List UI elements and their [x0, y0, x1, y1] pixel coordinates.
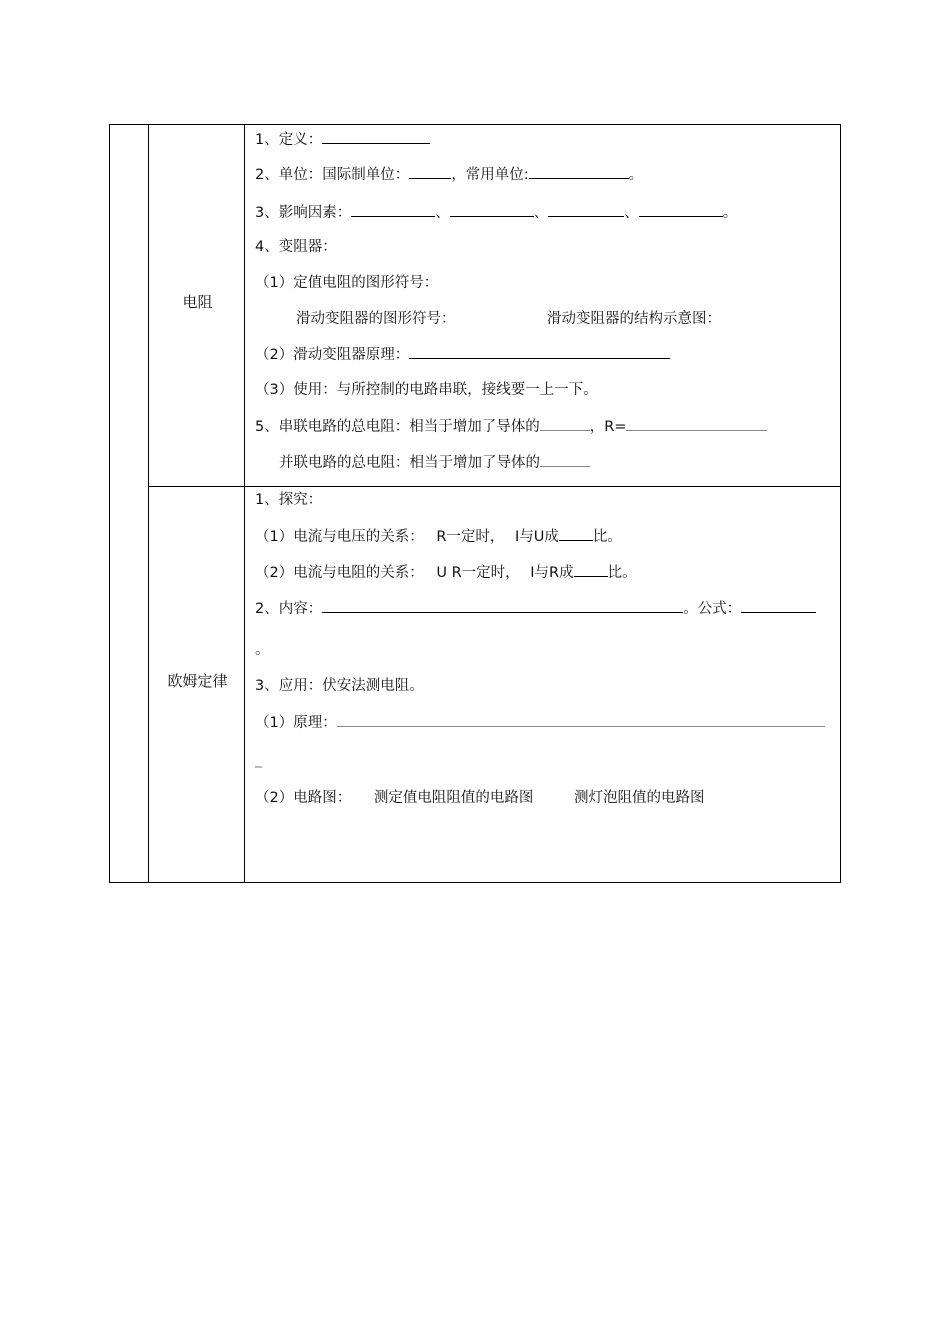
answer-blank	[639, 202, 723, 217]
answer-blank	[409, 344, 670, 359]
ohm-line-underscore: _	[255, 752, 263, 768]
ohm-line-current-resistance	[255, 562, 637, 583]
resistance-line-series	[255, 416, 767, 437]
text: 比。	[592, 529, 622, 545]
answer-blank	[322, 598, 683, 613]
text: 滑动变阻器的图形符号：	[296, 311, 456, 327]
resistance-line-unit	[255, 164, 643, 185]
text: 测灯泡阻值的电路图	[573, 790, 705, 806]
text: （1）电流与电压的关系：	[255, 529, 424, 545]
text: 3、影响因素：	[255, 205, 352, 221]
text: 。公式：	[683, 601, 742, 617]
answer-blank	[337, 712, 825, 727]
row-divider	[148, 486, 840, 487]
answer-blank	[626, 416, 767, 431]
answer-blank	[322, 129, 430, 144]
text: ，R=	[589, 419, 627, 435]
answer-blank	[450, 202, 534, 217]
text: 测定值电阻阻值的电路图	[373, 790, 534, 806]
ohm-line-explore: 1、探究：	[255, 492, 323, 508]
category-ohms-law: 欧姆定律	[167, 672, 228, 690]
ohm-line-content	[255, 598, 816, 619]
column-divider-1	[148, 125, 149, 882]
text: 2、单位：国际制单位：	[255, 167, 410, 183]
text: ，常用单位:	[451, 167, 529, 183]
text: 滑动变阻器的结构示意图：	[547, 311, 721, 327]
resistance-line-definition	[255, 129, 430, 150]
answer-blank	[351, 202, 435, 217]
text: U R一定时，	[436, 565, 520, 581]
resistance-line-parallel	[279, 452, 590, 473]
category-resistance: 电阻	[182, 293, 213, 311]
text: （2）电路图：	[255, 790, 352, 806]
column-divider-2	[244, 125, 245, 882]
answer-blank	[529, 164, 629, 179]
ohm-line-circuit	[255, 788, 704, 808]
answer-blank	[559, 526, 593, 541]
text: I与U成	[515, 529, 559, 545]
text: 比。	[607, 565, 637, 581]
text: （1）原理：	[255, 715, 337, 731]
text: 2、内容：	[255, 601, 323, 617]
ohm-line-period: 。	[255, 642, 270, 658]
ohm-line-principle	[255, 712, 825, 733]
ohm-line-current-voltage	[255, 526, 622, 547]
answer-blank	[540, 416, 590, 431]
text: （2）电流与电阻的关系：	[255, 565, 424, 581]
resistance-line-slider-symbol	[296, 309, 721, 329]
resistance-line-principle	[255, 344, 670, 365]
answer-blank	[409, 164, 451, 179]
text: 。	[722, 205, 738, 221]
separator: 、	[624, 205, 639, 221]
resistance-line-fixed-symbol: （1）定值电阻的图形符号：	[255, 275, 439, 291]
separator: 、	[435, 205, 450, 221]
text: I与R成	[530, 565, 574, 581]
answer-blank	[741, 598, 816, 613]
separator: 、	[533, 205, 549, 221]
text: R一定时，	[436, 529, 505, 545]
text: 并联电路的总电阻：相当于增加了导体的	[279, 455, 540, 471]
resistance-line-factors	[255, 202, 737, 223]
answer-blank	[548, 202, 624, 217]
text: 。	[628, 167, 644, 183]
text: 5、串联电路的总电阻：相当于增加了导体的	[255, 419, 540, 435]
ohm-line-application: 3、应用：伏安法测电阻。	[255, 678, 424, 694]
text: （2）滑动变阻器原理：	[255, 347, 410, 363]
answer-blank	[540, 452, 590, 467]
answer-blank	[574, 562, 608, 577]
text: 1、定义：	[255, 132, 323, 148]
worksheet-table	[109, 124, 841, 883]
resistance-line-usage: （3）使用：与所控制的电路串联，接线要一上一下。	[255, 382, 598, 398]
resistance-line-rheostat: 4、变阻器：	[255, 239, 337, 255]
